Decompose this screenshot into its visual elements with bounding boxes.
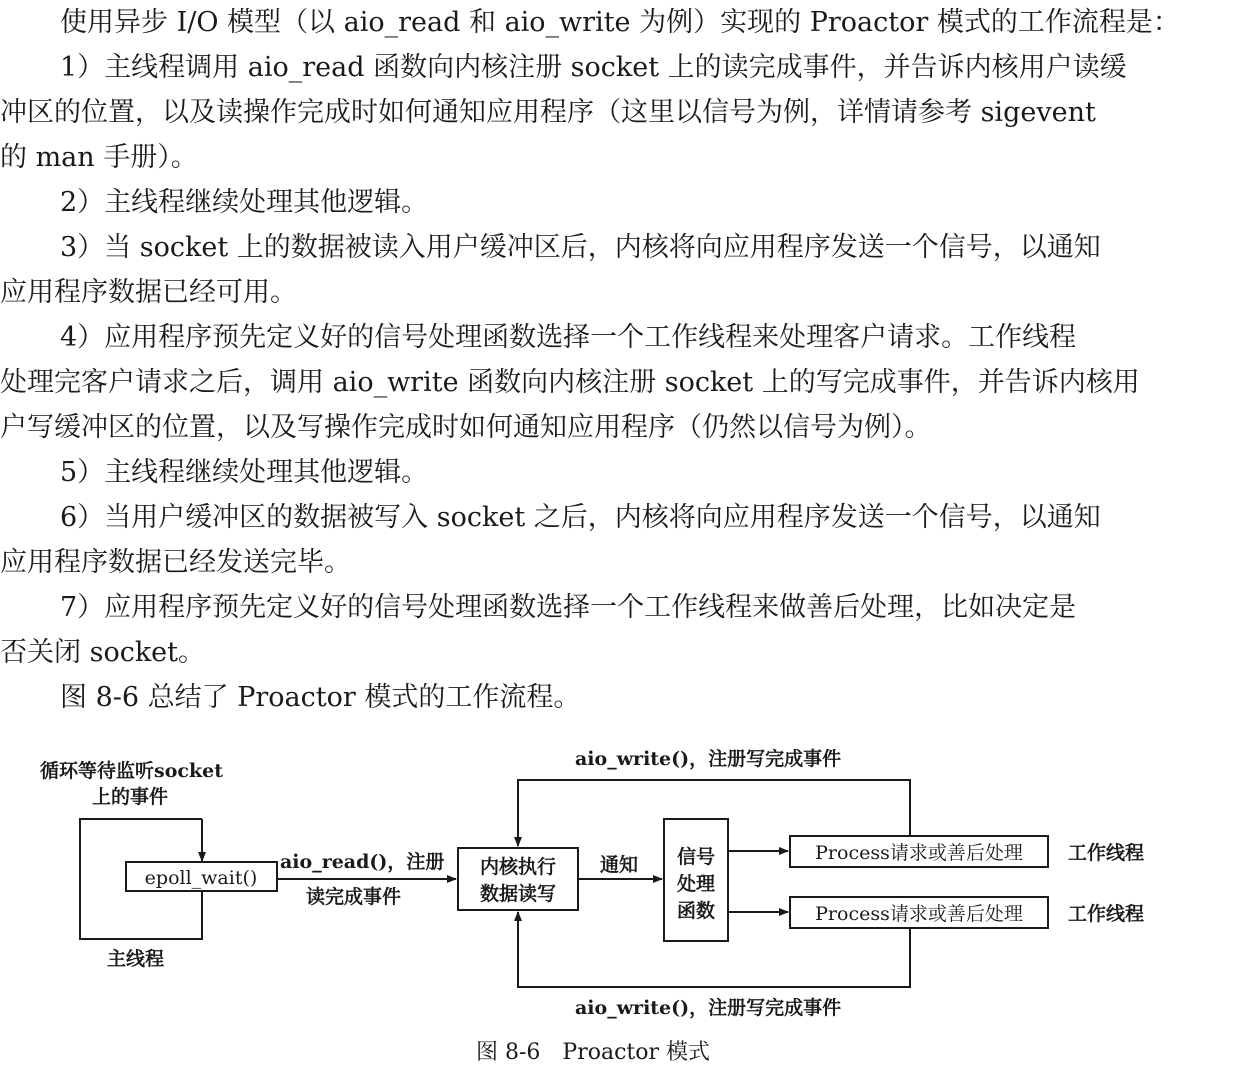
aio-read-label-line-2: 读完成事件 bbox=[306, 886, 402, 908]
signal-label-line-1: 信号 bbox=[676, 846, 716, 868]
step-1-line-1: 1）主线程调用 aio_read 函数向内核注册 socket 上的读完成事件，并告诉内核用户读缓 bbox=[60, 52, 1127, 83]
signal-label-line-2: 处理 bbox=[676, 873, 716, 895]
step-6-line-1: 6）当用户缓冲区的数据被写入 socket 之后，内核将向应用程序发送一个信号，以通知 bbox=[60, 502, 1101, 533]
intro-line: 使用异步 I/O 模型（以 aio_read 和 aio_write 为例）实现的 Proactor 模式的工作流程是： bbox=[60, 7, 1180, 38]
main-thread-label: 主线程 bbox=[107, 948, 165, 970]
signal-label-line-3: 函数 bbox=[676, 900, 716, 922]
step-1-line-2: 冲区的位置，以及读操作完成时如何通知应用程序（这里以信号为例，详情请参考 sigevent bbox=[0, 97, 1096, 128]
loop-label-line-2: 上的事件 bbox=[92, 786, 169, 808]
process-label-2: Process请求或善后处理 bbox=[815, 903, 1023, 925]
step-3-line-2: 应用程序数据已经可用。 bbox=[0, 277, 297, 308]
step-7-line-1: 7）应用程序预先定义好的信号处理函数选择一个工作线程来做善后处理，比如决定是 bbox=[60, 592, 1077, 623]
aio-write-bottom-label: aio_write()，注册写完成事件 bbox=[575, 997, 842, 1019]
aio-write-top-label: aio_write()，注册写完成事件 bbox=[575, 748, 842, 770]
step-4-line-2: 处理完客户请求之后，调用 aio_write 函数向内核注册 socket 上的写完成事件，并告诉内核用 bbox=[0, 367, 1140, 398]
figure-reference-line: 图 8-6 总结了 Proactor 模式的工作流程。 bbox=[60, 682, 581, 713]
step-4-line-3: 户写缓冲区的位置，以及写操作完成时如何通知应用程序（仍然以信号为例）。 bbox=[0, 412, 932, 443]
figure-caption: 图 8-6 Proactor 模式 bbox=[476, 1040, 711, 1065]
epoll-wait-label: epoll_wait() bbox=[144, 867, 258, 889]
kernel-label-line-2: 数据读写 bbox=[479, 883, 557, 905]
process-label-1: Process请求或善后处理 bbox=[815, 842, 1023, 864]
step-1-line-3: 的 man 手册）。 bbox=[0, 142, 198, 173]
step-2-line: 2）主线程继续处理其他逻辑。 bbox=[60, 187, 429, 218]
step-4-line-1: 4）应用程序预先定义好的信号处理函数选择一个工作线程来处理客户请求。工作线程 bbox=[60, 322, 1077, 353]
step-5-line: 5）主线程继续处理其他逻辑。 bbox=[60, 457, 429, 488]
worker-thread-label-1: 工作线程 bbox=[1068, 842, 1145, 864]
step-7-line-2: 否关闭 socket。 bbox=[0, 637, 206, 668]
step-3-line-1: 3）当 socket 上的数据被读入用户缓冲区后，内核将向应用程序发送一个信号，以通知 bbox=[60, 232, 1101, 263]
aio-read-label-line-1: aio_read()，注册 bbox=[280, 851, 445, 873]
step-6-line-2: 应用程序数据已经发送完毕。 bbox=[0, 547, 351, 578]
kernel-label-line-1: 内核执行 bbox=[479, 856, 557, 878]
loop-label-line-1: 循环等待监听socket bbox=[40, 760, 223, 782]
worker-thread-label-2: 工作线程 bbox=[1068, 903, 1145, 925]
proactor-diagram bbox=[0, 735, 1243, 1075]
notify-label: 通知 bbox=[600, 854, 639, 876]
